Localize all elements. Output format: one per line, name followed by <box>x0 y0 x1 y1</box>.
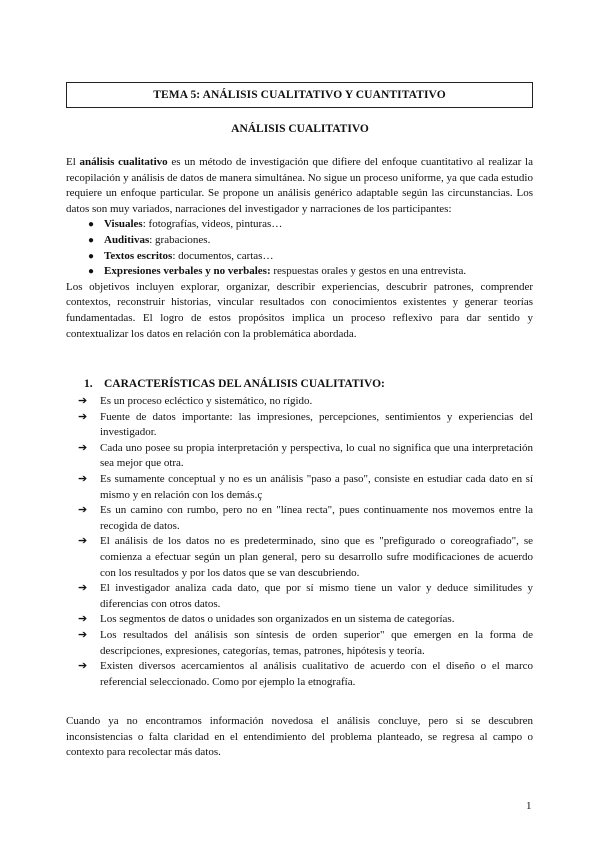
list-item-term: Visuales <box>104 218 143 231</box>
closing-paragraph: Cuando ya no encontramos información novedosa el análisis concluye, pero si se descubren inconsistencias o falta claridad en el entendimiento del problema planteado, se regresa al campo o contexto para recolectar más datos. <box>66 715 533 759</box>
list-item <box>88 264 533 280</box>
list-item-text: Cada uno posee su propia interpretación y perspectiva, lo cual no significa que una interpretación sea mejor que otra. <box>100 441 533 470</box>
section-title-text: CARACTERÍSTICAS DEL ANÁLISIS CUALITATIVO: <box>104 378 385 390</box>
section-number: 1. <box>84 378 93 390</box>
closing-block <box>66 714 533 761</box>
intro-term: análisis cualitativo <box>79 156 168 168</box>
list-item-text: Fuente de datos importante: las impresiones, percepciones, sentimientos y experiencias del investigador. <box>100 410 533 439</box>
intro-text: es un método de investigación que difiere del enfoque cuantitativo al realizar la recopilación y análisis de datos de manera simultánea. No sigue un proceso uniforme, ya que cada estudio requiere un enfoque particular. Se propone un análisis genérico adaptable según las circunstancias. Los datos son muy variados, narraciones del investigador y narraciones de los participantes: <box>66 156 533 215</box>
intro-paragraph <box>66 155 533 217</box>
list-item <box>78 394 533 410</box>
list-item-term: Expresiones verbales y no verbales: <box>104 265 271 278</box>
list-item <box>78 472 533 503</box>
list-item <box>78 534 533 581</box>
right-arrow-icon: ➔ <box>78 395 88 407</box>
right-arrow-icon: ➔ <box>78 582 88 595</box>
right-arrow-icon: ➔ <box>78 504 88 517</box>
list-item <box>88 249 533 265</box>
list-item-term: Auditivas <box>104 233 150 246</box>
bullet-dot-icon: ● <box>88 219 95 231</box>
list-item <box>78 659 533 690</box>
right-arrow-icon: ➔ <box>78 441 88 454</box>
list-item-text: : fotografías, videos, pinturas… <box>142 218 283 231</box>
right-arrow-icon: ➔ <box>78 472 88 485</box>
list-item-text: : grabaciones. <box>149 233 211 246</box>
right-arrow-icon: ➔ <box>78 660 88 673</box>
bullet-dot-icon: ● <box>88 250 95 262</box>
section-heading: ANÁLISIS CUALITATIVO <box>231 123 369 135</box>
list-item <box>78 503 533 534</box>
list-item-text: Es sumamente conceptual y no es un análisis "paso a paso", consiste en estudiar cada dato en sí mismo y en relación con los demás.ç <box>100 472 533 501</box>
list-item-text: Existen diversos acercamientos al análisis cualitativo de acuerdo con el diseño o el marco referencial seleccionado. Como por ejemplo la etnografía. <box>100 660 533 688</box>
list-item <box>78 410 533 441</box>
list-item <box>88 217 533 233</box>
characteristics-title <box>84 378 385 390</box>
list-item-text: Los resultados del análisis son síntesis de orden superior" que emergen en la forma de descripciones, expresiones, categorías, temas, patrones, hipótesis y teoría. <box>100 628 533 657</box>
list-item-term: Textos escritos <box>104 249 173 262</box>
list-item <box>78 612 533 628</box>
data-types-list <box>66 217 533 279</box>
characteristics-list <box>78 394 533 690</box>
page-number: 1 <box>526 800 532 812</box>
list-item <box>78 581 533 612</box>
objectives-paragraph: Los objetivos incluyen explorar, organizar, describir experiencias, descubrir patrones, comprender contextos, reconstruir historias, vincular resultados con conocimientos existentes y generar teorías fundamentadas. El logro de estos propósitos implica un proceso reflexivo para dar sentido y contextualizar los datos en relación con la problemática abordada. <box>66 280 533 340</box>
list-item-text: El investigador analiza cada dato, que por sí mismo tiene un valor y deduce similitudes y diferencias con otros datos. <box>100 582 533 610</box>
list-item <box>88 233 533 249</box>
list-item-text: : documentos, cartas… <box>172 249 274 262</box>
topic-title: TEMA 5: ANÁLISIS CUALITATIVO Y CUANTITATIVO <box>153 89 446 101</box>
topic-title-box <box>66 82 533 108</box>
right-arrow-icon: ➔ <box>78 535 88 548</box>
right-arrow-icon: ➔ <box>78 628 88 641</box>
list-item-text: Es un proceso ecléctico y sistemático, no rígido. <box>100 395 313 407</box>
list-item-text: El análisis de los datos no es predeterminado, sino que es "prefigurado o coreografiado", se comienza a efectuar según un plan general, pero su desarrollo sufre modificaciones de acuerdo con los resultados y por los datos que se van descubriendo. <box>100 535 533 579</box>
list-item <box>78 628 533 659</box>
right-arrow-icon: ➔ <box>78 613 88 626</box>
bullet-dot-icon: ● <box>88 266 95 278</box>
bullet-dot-icon: ● <box>88 234 95 246</box>
list-item <box>78 441 533 472</box>
list-item-text: respuestas orales y gestos en una entrevista. <box>270 265 467 278</box>
right-arrow-icon: ➔ <box>78 410 88 423</box>
list-item-text: Es un camino con rumbo, pero no en "línea recta", pues continuamente nos movemos entre la recogida de datos. <box>100 504 533 532</box>
intro-prefix: El <box>66 156 80 168</box>
intro-block <box>66 155 533 342</box>
list-item-text: Los segmentos de datos o unidades son organizados en un sistema de categorías. <box>100 613 455 626</box>
